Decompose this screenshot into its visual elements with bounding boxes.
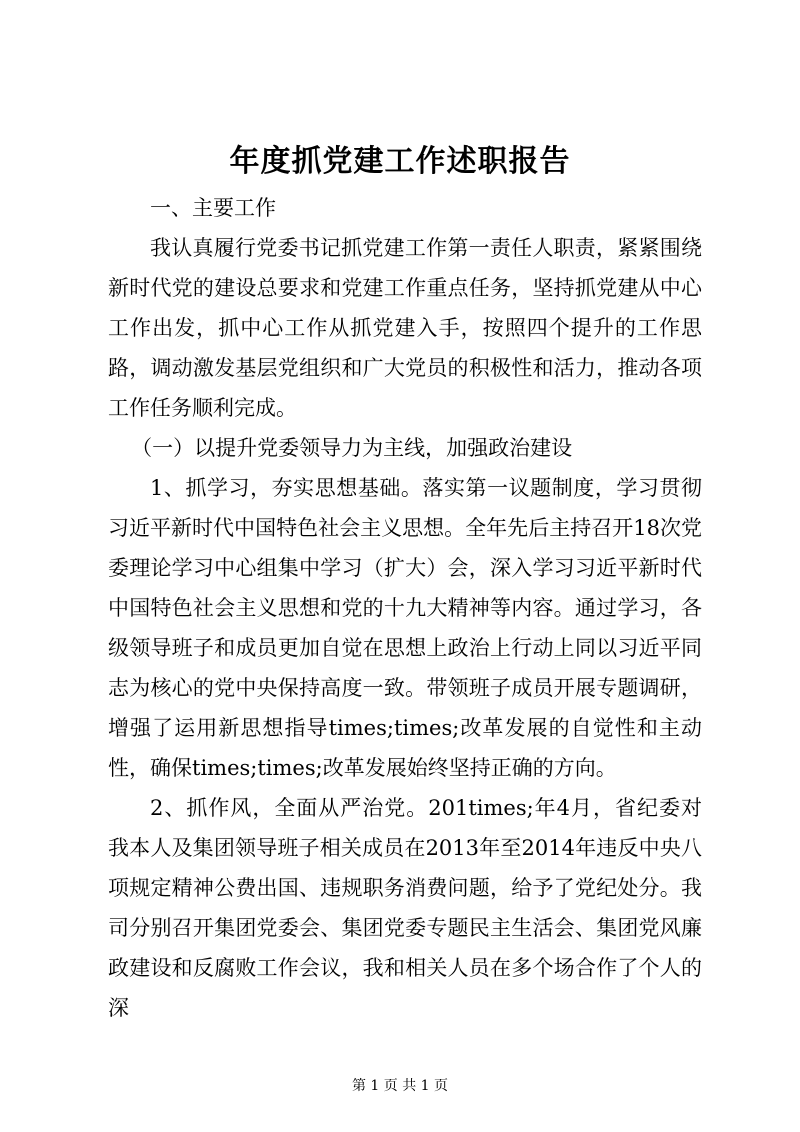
paragraph: 1、抓学习，夯实思想基础。落实第一议题制度，学习贯彻习近平新时代中国特色社会主义思想。全年先后主持召开18次党委理论学习中心组集中学习（扩大）会，深入学习习近平新时代中国特色社会主义思想和党的十九大精神等内容。通过学习，各级领导班子和成员更加自觉在思想上政治上行动上同以习近平同志为核心的党中央保持高度一致。带领班子成员开展专题调研，增强了运用新思想指导times;times;改革发展的自觉性和主动性，确保times;times;改革发展始终坚持正确的方向。 xyxy=(108,476,702,780)
document-body xyxy=(108,188,702,1028)
subsection-heading: （一）以提升党委领导力为主线，加强政治建设 xyxy=(131,436,573,460)
section-heading: 一、主要工作 xyxy=(150,196,276,220)
paragraph: 我认真履行党委书记抓党建工作第一责任人职责，紧紧围绕新时代党的建设总要求和党建工作重点任务，坚持抓党建从中心工作出发，抓中心工作从抓党建入手，按照四个提升的工作思路，调动激发基层党组织和广大党员的积极性和活力，推动各项工作任务顺利完成。 xyxy=(108,236,702,420)
document-title: 年度抓党建工作述职报告 xyxy=(229,144,571,179)
page-footer: 第 1 页 共 1 页 xyxy=(351,1078,449,1094)
paragraph: 2、抓作风，全面从严治党。201times;年4月，省纪委对我本人及集团领导班子相关成员在2013年至2014年违反中央八项规定精神公费出国、违规职务消费问题，给予了党纪处分。我司分别召开集团党委会、集团党委专题民主生活会、集团党风廉政建设和反腐败工作会议，我和相关人员在多个场合作了个人的深 xyxy=(108,796,702,1020)
